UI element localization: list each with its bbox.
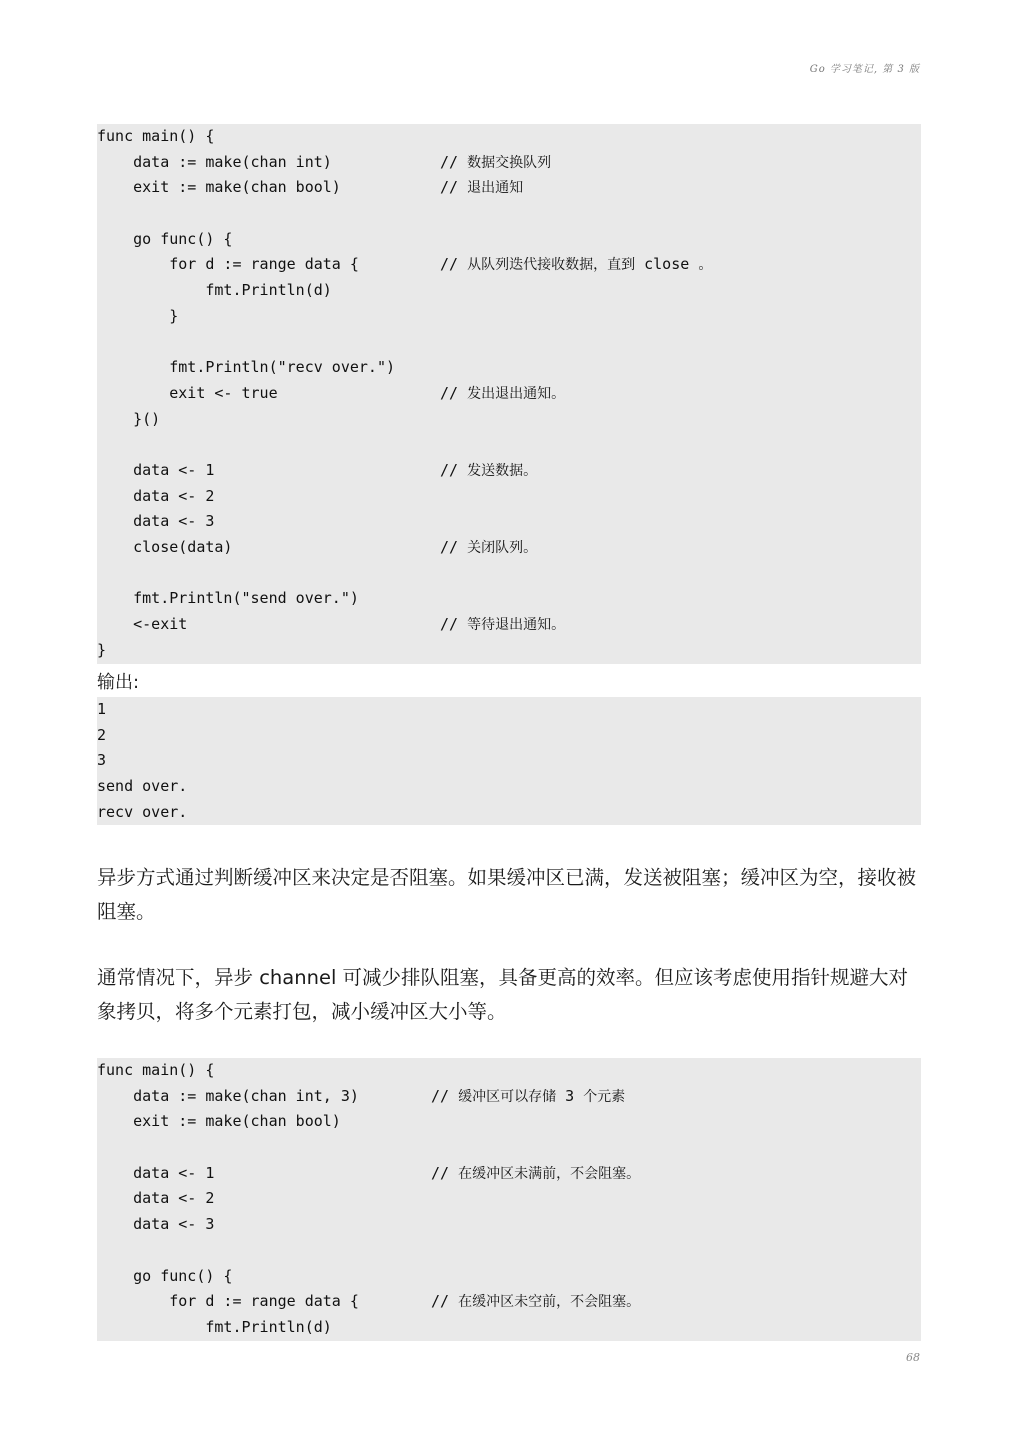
code-text: fmt.Println("recv over.") <box>97 358 396 377</box>
code-line <box>97 1289 921 1315</box>
code-line <box>97 1212 921 1238</box>
code-line <box>97 227 921 253</box>
code-line <box>97 175 921 201</box>
code-comment: // 在缓冲区未空前，不会阻塞。 <box>431 1292 641 1311</box>
code-line <box>97 612 921 638</box>
code-line <box>97 1058 921 1084</box>
code-line <box>97 278 921 304</box>
code-comment: // 数据交换队列 <box>440 152 552 171</box>
code-line <box>97 330 921 356</box>
code-text: data <- 3 <box>97 1215 215 1234</box>
code-text: send over. <box>97 777 188 796</box>
code-text: fmt.Println(d) <box>97 1317 332 1336</box>
code-line <box>97 484 921 510</box>
code-comment: // 在缓冲区未满前，不会阻塞。 <box>431 1163 641 1182</box>
code-line <box>97 1238 921 1264</box>
code-text: data := make(chan int) <box>97 152 332 171</box>
code-text: func main() { <box>97 1061 215 1079</box>
code-text: } <box>97 306 179 325</box>
code-line <box>97 800 921 826</box>
code-line <box>97 586 921 612</box>
running-header: Go 学习笔记, 第 3 版 <box>809 64 920 75</box>
code-text: data <- 1 <box>97 460 215 479</box>
code-text: data <- 1 <box>97 1163 215 1182</box>
code-line <box>97 509 921 535</box>
code-line <box>97 355 921 381</box>
code-text: exit <- true <box>97 383 278 402</box>
code-text: data <- 3 <box>97 512 215 531</box>
code-comment: // 发送数据。 <box>440 460 538 479</box>
code-line <box>97 774 921 800</box>
code-text: go func() { <box>97 229 233 248</box>
code-line <box>97 723 921 749</box>
code-line <box>97 1264 921 1290</box>
code-line <box>97 304 921 330</box>
code-line <box>97 432 921 458</box>
code-line <box>97 150 921 176</box>
code-line <box>97 458 921 484</box>
code-text: recv over. <box>97 802 188 821</box>
code-line <box>97 407 921 433</box>
code-line <box>97 748 921 774</box>
code-block-buffered-channel <box>97 1058 921 1341</box>
code-line <box>97 535 921 561</box>
code-line <box>97 1084 921 1110</box>
code-text: }() <box>97 409 161 428</box>
code-comment: // 退出通知 <box>440 178 524 197</box>
code-line <box>97 252 921 278</box>
output-label: 输出: <box>97 672 140 693</box>
code-text: exit := make(chan bool) <box>97 1112 341 1131</box>
paragraph-async-efficiency: 通常情况下，异步 channel 可减少排队阻塞，具备更高的效率。但应该考虑使用指针规避大对象拷贝，将多个元素打包，减小缓冲区大小等。 <box>97 966 909 1023</box>
code-line <box>97 1135 921 1161</box>
code-text: fmt.Println(d) <box>97 281 332 300</box>
code-text: func main() { <box>97 127 215 145</box>
code-line <box>97 638 921 664</box>
code-line <box>97 381 921 407</box>
code-line <box>97 1161 921 1187</box>
code-comment: // 关闭队列。 <box>440 538 538 556</box>
code-text: } <box>97 640 107 659</box>
code-text: data <- 2 <box>97 486 215 505</box>
code-comment: // 等待退出通知。 <box>440 615 566 634</box>
code-line <box>97 1186 921 1212</box>
code-line <box>97 561 921 587</box>
code-text: data := make(chan int, 3) <box>97 1086 359 1105</box>
code-text: go func() { <box>97 1266 233 1285</box>
code-text: data <- 2 <box>97 1189 215 1208</box>
code-line <box>97 201 921 227</box>
code-text: <-exit <box>97 615 188 634</box>
code-line <box>97 1315 921 1341</box>
code-text: exit := make(chan bool) <box>97 178 341 197</box>
code-text: fmt.Println("send over.") <box>97 589 359 608</box>
code-comment: // 从队列迭代接收数据，直到 close 。 <box>440 255 713 274</box>
code-text: 1 <box>97 700 107 718</box>
code-text: close(data) <box>97 538 233 556</box>
code-text: for d := range data { <box>97 255 359 274</box>
code-block-channel-sync <box>97 124 921 664</box>
code-line <box>97 697 921 723</box>
code-text: for d := range data { <box>97 1292 359 1311</box>
page-number: 68 <box>906 1351 920 1364</box>
code-line <box>97 1109 921 1135</box>
paragraph-async-blocking: 异步方式通过判断缓冲区来决定是否阻塞。如果缓冲区已满，发送被阻塞；缓冲区为空，接收被阻塞。 <box>97 866 917 923</box>
code-line <box>97 124 921 150</box>
code-comment: // 发出退出通知。 <box>440 383 566 402</box>
code-text: 2 <box>97 725 107 744</box>
code-comment: // 缓冲区可以存储 3 个元素 <box>431 1086 626 1105</box>
code-text: 3 <box>97 751 107 770</box>
output-block <box>97 697 921 825</box>
